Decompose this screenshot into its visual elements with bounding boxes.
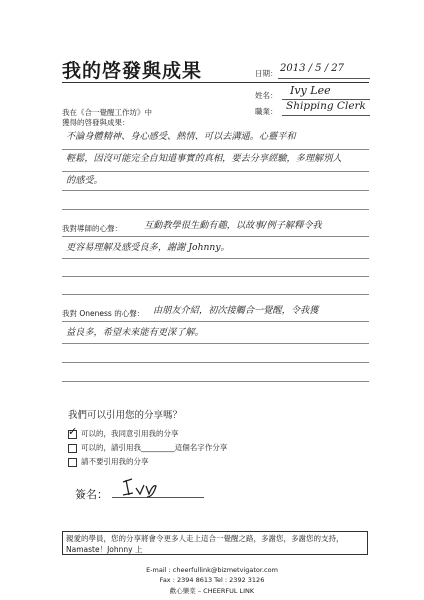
checkbox-alias[interactable] xyxy=(68,444,77,453)
footer-email: E-mail : cheerfullink@bizmetvigator.com xyxy=(146,566,278,574)
mentor-answer-line2: 更容易理解及感受良多，謝謝 Johnny。 xyxy=(66,242,230,253)
checkbox-agree[interactable] xyxy=(68,424,78,439)
date-value: 2013 / 5 / 27 xyxy=(280,63,344,74)
footer-fax-tel: Fax : 2394 8613 Tel : 2392 3126 xyxy=(159,576,265,584)
ruled-line xyxy=(62,171,369,172)
ruled-line xyxy=(62,209,369,210)
consent-question: 我們可以引用您的分享嗎？ xyxy=(68,410,183,421)
date-label: 日期： xyxy=(255,69,278,78)
workshop-intro-line2: 獲得的啓發與成果： xyxy=(62,118,130,127)
workshop-answer xyxy=(66,126,370,192)
page-title: 我的啓發與成果 xyxy=(62,60,203,82)
date-underline xyxy=(278,78,370,79)
consent-option-agree[interactable] xyxy=(68,424,179,439)
ruled-line xyxy=(62,294,369,295)
signature-stroke xyxy=(123,479,156,497)
footer-org: 歡心樂棠 – CHEERFUL LINK xyxy=(169,587,255,595)
name-value: Ivy Lee xyxy=(290,84,331,97)
job-underline xyxy=(282,115,370,116)
workshop-intro-line1: 我在《合一覺醒工作坊》中 xyxy=(62,108,152,117)
notice-box xyxy=(62,531,368,555)
consent-option-alias[interactable] xyxy=(68,442,227,453)
notice-line1: 親愛的學員，您的分享將會令更多人走上這合一覺醒之路，多謝您，多謝您的支持， xyxy=(66,534,344,543)
job-label: 職業： xyxy=(255,107,278,116)
option-label: 請不要引用我的分享 xyxy=(81,457,149,466)
option-label: 可以的，我同意引用我的分享 xyxy=(81,429,179,438)
name-label: 姓名： xyxy=(255,91,278,100)
job-value: Shipping Clerk xyxy=(286,100,366,112)
mentor-answer-line1: 互動教學很生動有趣，以故事/例子解釋令我 xyxy=(144,220,322,231)
signature-label: 簽名： xyxy=(75,488,108,501)
ruled-line xyxy=(62,381,369,382)
ruled-line xyxy=(62,236,369,237)
title-divider xyxy=(62,82,369,83)
workshop-answer-line: 的感受。 xyxy=(66,175,103,186)
ruled-line xyxy=(62,276,369,277)
oneness-answer-line1: 由朋友介紹，初次接觸合一覺醒，令我獲 xyxy=(153,305,319,316)
mentor-label: 我對導師的心聲： xyxy=(62,224,122,233)
checkmark-icon: ✓ xyxy=(68,424,78,438)
ruled-line xyxy=(62,321,369,322)
ruled-line xyxy=(62,343,369,344)
ruled-line xyxy=(62,149,369,150)
oneness-label: 我對 Oneness 的心聲： xyxy=(62,309,145,318)
notice-line2: Namaste！Johnny 上 xyxy=(66,545,143,554)
checkbox-decline[interactable] xyxy=(68,458,77,467)
workshop-answer-line: 不論身體精神、身心感受、熱情、可以去溝通。心靈平和 xyxy=(66,131,296,142)
ruled-line xyxy=(62,190,369,191)
option-label: 可以的，請引用我_________這個名字作分享 xyxy=(81,443,228,452)
workshop-answer-line: 輕鬆，因沒可能完全自知道事實的真相，要去分享經驗，多理解別人 xyxy=(66,153,342,164)
ruled-line xyxy=(62,258,369,259)
oneness-answer-line2: 益良多，希望未來能有更深了解。 xyxy=(66,327,204,338)
signature-image xyxy=(120,476,180,498)
consent-option-decline[interactable] xyxy=(68,456,149,467)
ruled-line xyxy=(62,362,369,363)
